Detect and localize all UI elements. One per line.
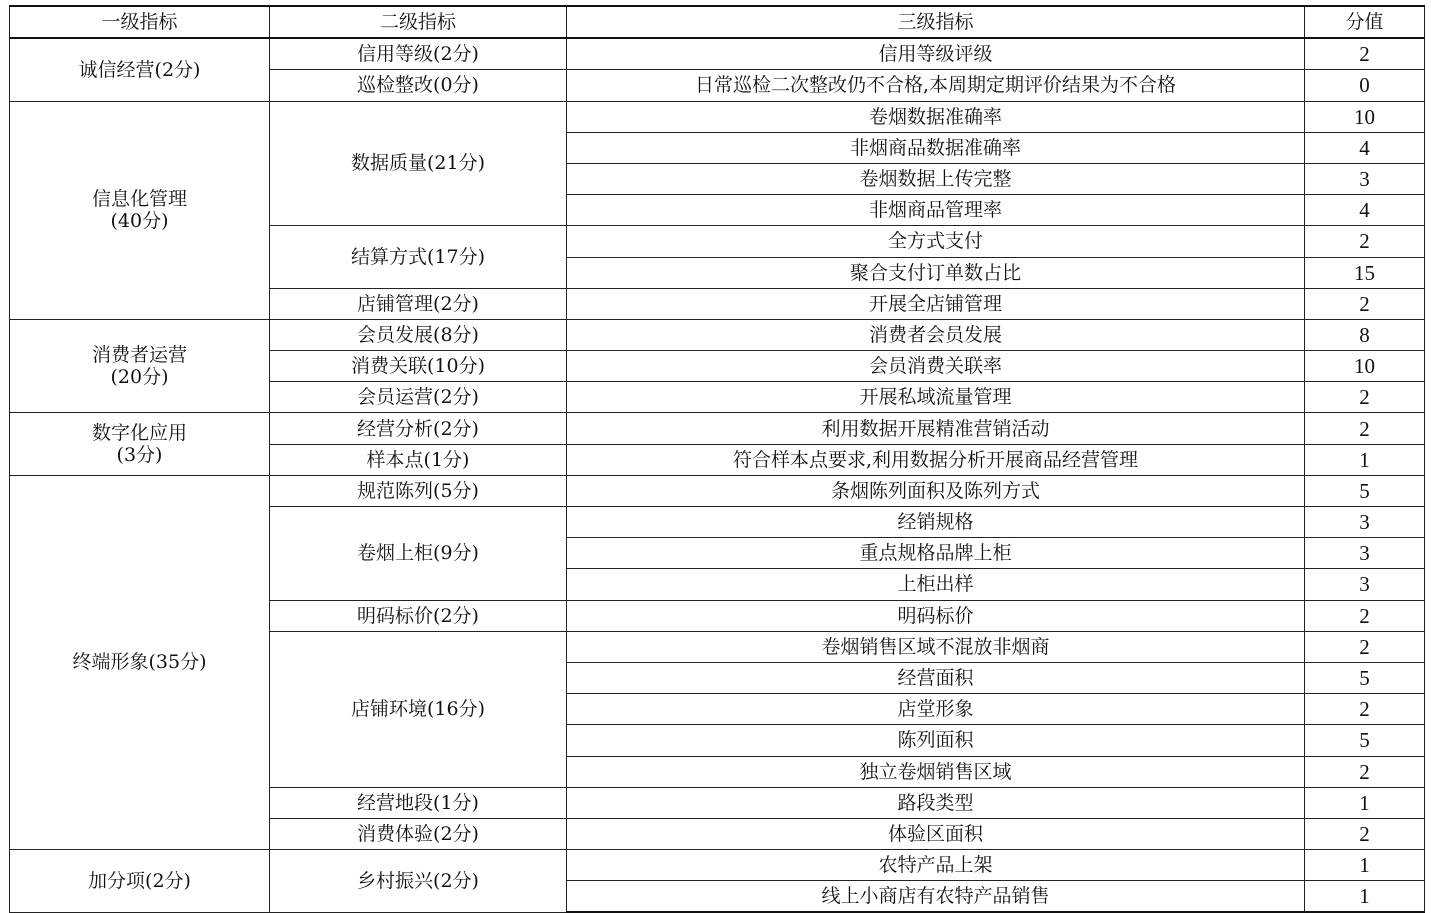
scoring-index-table: [9, 5, 1425, 913]
score-cell: 2: [1305, 756, 1425, 787]
level1-points: (40分): [110, 210, 169, 233]
level1-name: 数字化应用: [91, 422, 187, 445]
score-cell: 2: [1305, 413, 1425, 444]
level2-cell: 会员运营(2分): [270, 382, 567, 413]
score-cell: 2: [1305, 631, 1425, 662]
score-cell: 1: [1305, 850, 1425, 881]
table-row: [10, 475, 1425, 506]
level3-cell: 经营面积: [567, 662, 1305, 693]
level1-cell: 诚信经营(2分): [10, 38, 270, 101]
level2-cell: 样本点(1分): [270, 444, 567, 475]
level2-cell: 信用等级(2分): [270, 38, 567, 70]
level3-cell: 聚合支付订单数占比: [567, 257, 1305, 288]
level1-cell: 终端形象(35分): [10, 475, 270, 849]
table-row: [10, 319, 1425, 350]
score-cell: 8: [1305, 319, 1425, 350]
level3-cell: 明码标价: [567, 600, 1305, 631]
level3-cell: 非烟商品数据准确率: [567, 132, 1305, 163]
score-cell: 3: [1305, 507, 1425, 538]
score-cell: 2: [1305, 818, 1425, 849]
level2-cell: 结算方式(17分): [270, 226, 567, 288]
level2-cell: 卷烟上柜(9分): [270, 507, 567, 601]
score-cell: 5: [1305, 475, 1425, 506]
score-cell: 2: [1305, 694, 1425, 725]
level2-cell: 经营分析(2分): [270, 413, 567, 444]
score-cell: 3: [1305, 538, 1425, 569]
score-cell: 2: [1305, 382, 1425, 413]
level2-cell: 经营地段(1分): [270, 787, 567, 818]
level3-cell: 陈列面积: [567, 725, 1305, 756]
score-cell: 4: [1305, 195, 1425, 226]
level2-cell: 规范陈列(5分): [270, 475, 567, 506]
level1-points: (20分): [110, 366, 169, 389]
level2-cell: 乡村振兴(2分): [270, 850, 567, 913]
header-level1: 一级指标: [10, 6, 270, 38]
level3-cell: 开展私域流量管理: [567, 382, 1305, 413]
score-cell: 1: [1305, 787, 1425, 818]
level3-cell: 信用等级评级: [567, 38, 1305, 70]
score-cell: 3: [1305, 163, 1425, 194]
level3-cell: 店堂形象: [567, 694, 1305, 725]
level3-cell: 线上小商店有农特产品销售: [567, 881, 1305, 913]
level3-cell: 体验区面积: [567, 818, 1305, 849]
level3-cell: 条烟陈列面积及陈列方式: [567, 475, 1305, 506]
level3-cell: 开展全店铺管理: [567, 288, 1305, 319]
score-cell: 2: [1305, 226, 1425, 257]
header-level3: 三级指标: [567, 6, 1305, 38]
score-cell: 10: [1305, 351, 1425, 382]
table-row: [10, 101, 1425, 132]
level3-cell: 农特产品上架: [567, 850, 1305, 881]
score-cell: 1: [1305, 444, 1425, 475]
level2-cell: 店铺管理(2分): [270, 288, 567, 319]
level2-cell: 店铺环境(16分): [270, 631, 567, 787]
score-cell: 2: [1305, 600, 1425, 631]
level3-cell: 日常巡检二次整改仍不合格,本周期定期评价结果为不合格: [567, 70, 1305, 101]
level1-cell: [10, 319, 270, 413]
level3-cell: 上柜出样: [567, 569, 1305, 600]
level2-cell: 明码标价(2分): [270, 600, 567, 631]
level3-cell: 消费者会员发展: [567, 319, 1305, 350]
level1-name: 消费者运营: [91, 344, 187, 367]
score-cell: 2: [1305, 38, 1425, 70]
table-row: [10, 850, 1425, 881]
table-row: [10, 38, 1425, 70]
level3-cell: 全方式支付: [567, 226, 1305, 257]
level3-cell: 独立卷烟销售区域: [567, 756, 1305, 787]
level2-cell: 会员发展(8分): [270, 319, 567, 350]
level1-name: 信息化管理: [91, 188, 187, 211]
level1-points: (3分): [116, 444, 163, 467]
score-cell: 5: [1305, 662, 1425, 693]
level3-cell: 重点规格品牌上柜: [567, 538, 1305, 569]
score-cell: 2: [1305, 288, 1425, 319]
score-cell: 15: [1305, 257, 1425, 288]
level1-cell: 加分项(2分): [10, 850, 270, 913]
level3-cell: 卷烟销售区域不混放非烟商: [567, 631, 1305, 662]
level2-cell: 消费关联(10分): [270, 351, 567, 382]
score-cell: 0: [1305, 70, 1425, 101]
level3-cell: 卷烟数据准确率: [567, 101, 1305, 132]
level3-cell: 非烟商品管理率: [567, 195, 1305, 226]
score-cell: 1: [1305, 881, 1425, 913]
level1-cell: [10, 101, 270, 319]
header-row: [10, 6, 1425, 38]
header-level2: 二级指标: [270, 6, 567, 38]
level3-cell: 符合样本点要求,利用数据分析开展商品经营管理: [567, 444, 1305, 475]
score-cell: 4: [1305, 132, 1425, 163]
table-row: [10, 413, 1425, 444]
score-cell: 10: [1305, 101, 1425, 132]
level3-cell: 利用数据开展精准营销活动: [567, 413, 1305, 444]
level2-cell: 数据质量(21分): [270, 101, 567, 226]
level3-cell: 经销规格: [567, 507, 1305, 538]
level2-cell: 消费体验(2分): [270, 818, 567, 849]
level3-cell: 卷烟数据上传完整: [567, 163, 1305, 194]
level3-cell: 路段类型: [567, 787, 1305, 818]
score-cell: 3: [1305, 569, 1425, 600]
level3-cell: 会员消费关联率: [567, 351, 1305, 382]
level2-cell: 巡检整改(0分): [270, 70, 567, 101]
level1-cell: [10, 413, 270, 475]
score-cell: 5: [1305, 725, 1425, 756]
header-score: 分值: [1305, 6, 1425, 38]
